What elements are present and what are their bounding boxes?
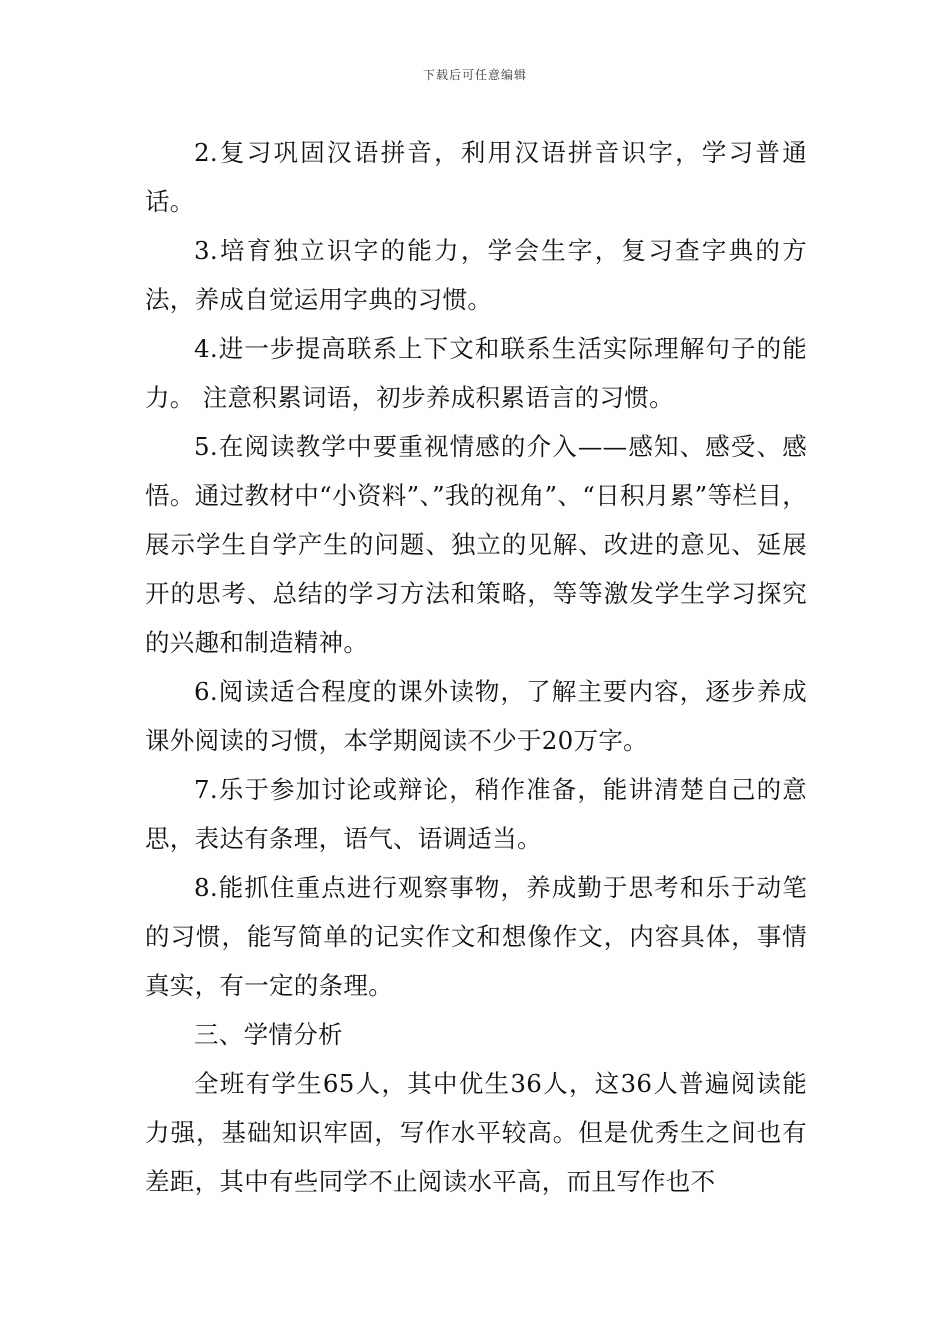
paragraph-goal-2: 2.复习巩固汉语拼音，利用汉语拼音识字，学习普通话。 — [145, 138, 807, 216]
paragraph-class-analysis: 全班有学生65人，其中优生36人，这36人普遍阅读能力强，基础知识牢固，写作水平较高。但是优秀生之间也有差距，其中有些同学不止阅读水平高，而且写作也不 — [145, 1069, 807, 1196]
header-note: 下载后可任意编辑 — [422, 68, 527, 82]
paragraph-goal-4: 4.进一步提高联系上下文和联系生活实际理解句子的能力。 注意积累词语，初步养成积累语言的习惯。 — [145, 334, 807, 412]
paragraph-goal-8: 8.能抓住重点进行观察事物，养成勤于思考和乐于动笔的习惯，能写简单的记实作文和想像作文，内容具体，事情真实，有一定的条理。 — [145, 873, 807, 1000]
document-body — [145, 128, 807, 1206]
paragraph-goal-5: 5.在阅读教学中要重视情感的介入——感知、感受、感悟。通过教材中“小资料”、”我的视角”、“日积月累”等栏目，展示学生自学产生的问题、独立的见解、改进的意见、延展开的思考、总结的学习方法和策略，等等激发学生学习探究的兴趣和制造精神。 — [145, 432, 807, 657]
paragraph-goal-3: 3.培育独立识字的能力，学会生字，复习查字典的方法，养成自觉运用字典的习惯。 — [145, 236, 807, 314]
paragraph-goal-7: 7.乐于参加讨论或辩论，稍作准备，能讲清楚自己的意思，表达有条理，语气、语调适当。 — [145, 775, 807, 853]
section-heading: 三、学情分析 — [194, 1020, 343, 1049]
paragraph-goal-6: 6.阅读适合程度的课外读物，了解主要内容，逐步养成课外阅读的习惯，本学期阅读不少于20万字。 — [145, 677, 807, 755]
